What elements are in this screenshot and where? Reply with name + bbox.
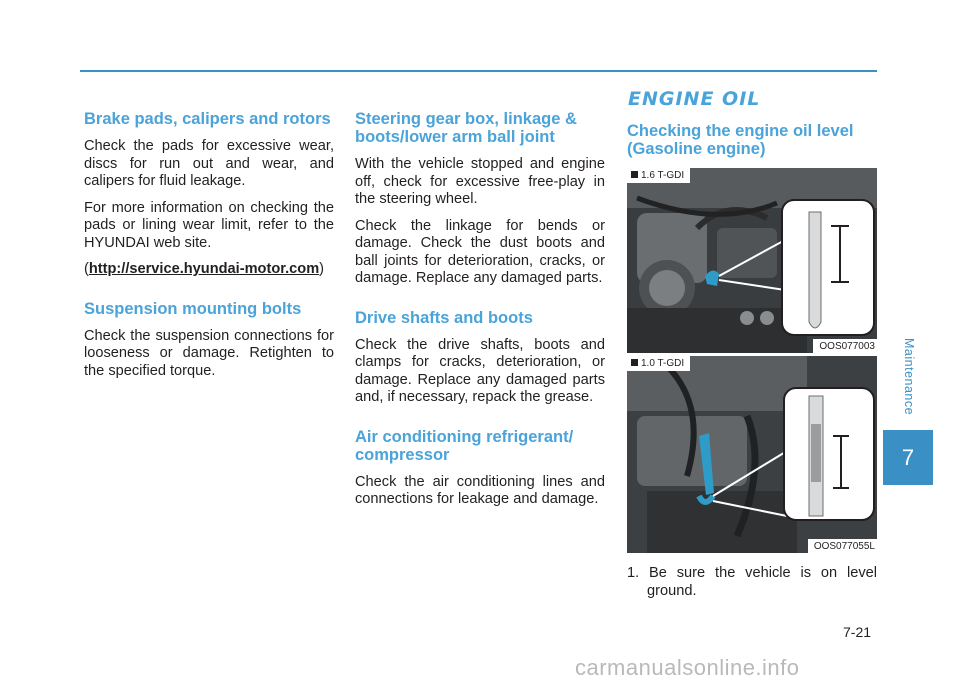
chapter-label xyxy=(896,340,922,430)
service-website-link[interactable]: http://service.hyundai-motor.com xyxy=(88,261,320,277)
link-close-paren: ) xyxy=(319,261,325,277)
link-open-paren: ( xyxy=(84,261,89,277)
top-rule xyxy=(80,70,877,72)
para-steering-freeplay: With the vehicle stopped and engine off, check for excessive free-play in the steering wheel. xyxy=(355,156,605,207)
para-suspension: Check the suspension connections for looseness or damage. Retighten to the specified torque. xyxy=(84,327,334,379)
link-line xyxy=(84,261,334,279)
watermark: carmanualsonline.info xyxy=(575,655,800,680)
heading-brake-pads: Brake pads, calipers and rotors xyxy=(84,110,331,128)
photo2-engine-tag xyxy=(627,356,690,371)
para-air-conditioning: Check the air conditioning lines and connections for leakage and damage. xyxy=(355,473,605,507)
photo1-tag-label: 1.6 T-GDI xyxy=(641,170,685,181)
bullet-square-icon xyxy=(631,171,638,178)
heading-steering: Steering gear box, linkage & boots/lower arm ball joint xyxy=(355,110,577,146)
heading-suspension: Suspension mounting bolts xyxy=(84,299,302,318)
photo2-tag-label: 1.0 T-GDI xyxy=(641,358,685,369)
photo1-code: OOS077003 xyxy=(813,339,877,353)
column-left xyxy=(84,110,334,389)
para-brake-pads-web: For more information on checking the pads or lining wear limit, refer to the HYUNDAI web site. xyxy=(84,199,334,251)
heading-oil-level: Checking the engine oil level (Gasoline engine) xyxy=(627,122,854,158)
column-middle xyxy=(355,110,605,518)
heading-drive-shafts: Drive shafts and boots xyxy=(355,308,533,327)
para-brake-pads-check: Check the pads for excessive wear, discs for run out and wear, and calipers for fluid leakage. xyxy=(84,138,334,189)
para-drive-shafts: Check the drive shafts, boots and clamps for cracks, deterioration, or damage. Replace any damaged parts and, if necessary, repack the grease. xyxy=(355,336,605,405)
chapter-tab: 7 xyxy=(883,430,933,485)
column-right xyxy=(627,88,877,600)
engine-photo-1-6 xyxy=(627,168,877,353)
photo2-code: OOS077055L xyxy=(808,539,877,553)
chapter-label-text: Maintenance xyxy=(902,338,916,416)
engine-photo-1-0 xyxy=(627,356,877,553)
photo1-engine-tag xyxy=(627,168,690,183)
heading-air-conditioning: Air conditioning refrigerant/ compressor xyxy=(355,427,574,464)
section-title-engine-oil: ENGINE OIL xyxy=(628,88,761,110)
engine-bay-illustration xyxy=(627,168,877,353)
page-number: 7-21 xyxy=(843,624,872,640)
engine-bay-illustration-2 xyxy=(627,356,877,553)
para-steering-linkage: Check the linkage for bends or damage. Check the dust boots and ball joints for deterioration, cracks, or damage. Replace any damaged parts. xyxy=(355,217,605,286)
bullet-square-icon xyxy=(631,359,638,366)
step-1: 1. Be sure the vehicle is on level ground. xyxy=(627,565,877,599)
